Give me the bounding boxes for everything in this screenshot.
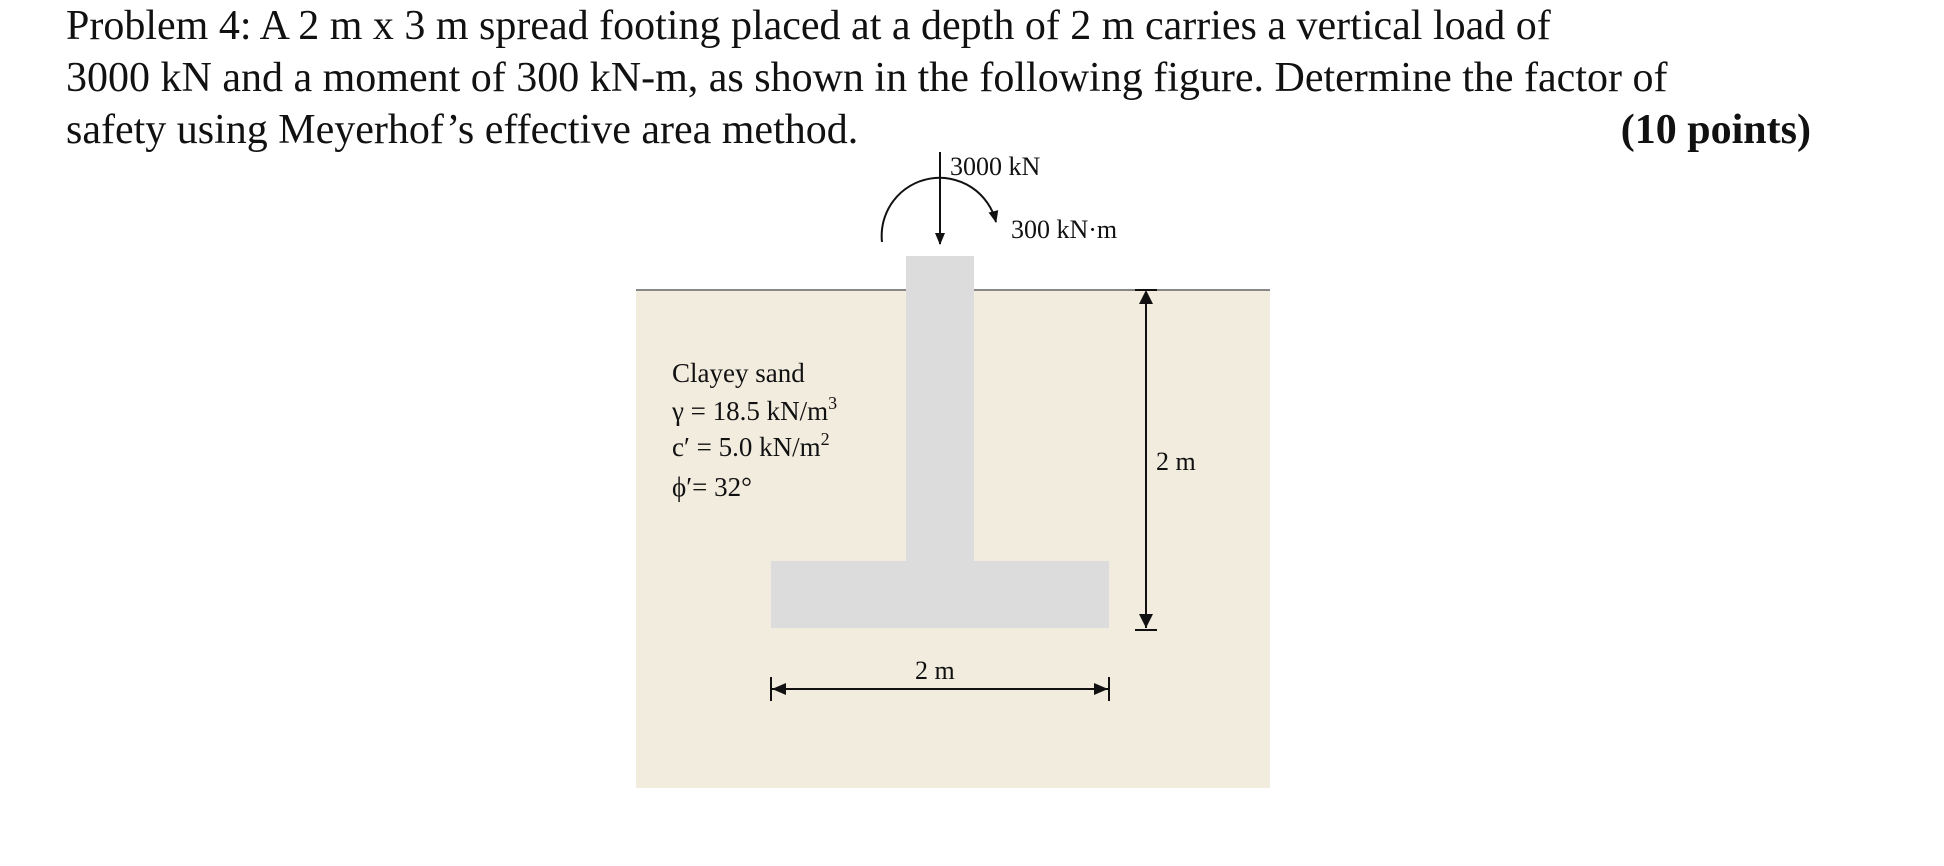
width-label: 2 m (915, 656, 955, 685)
footing-base (771, 561, 1109, 628)
problem-line-3: safety using Meyerhof’s effective area method. (66, 107, 859, 153)
depth-label: 2 m (1156, 447, 1196, 476)
soil-unit-weight: γ = 18.5 $kN/m^3$ (672, 393, 838, 426)
moment-arc (882, 178, 996, 242)
soil-friction-angle: ϕ′= 32° (672, 472, 752, 502)
problem-line-2: 3000 kN and a moment of 300 kN-m, as shown in the following figure. Determine the factor of (66, 55, 1668, 101)
points-label: (10 points) (1620, 107, 1811, 153)
footing-column (906, 256, 974, 562)
load-label: 3000 kN (950, 152, 1041, 181)
problem-line-1: Problem 4: A 2 m x 3 m spread footing placed at a depth of 2 m carries a vertical load of (66, 3, 1551, 49)
soil-cohesion: c′ = 5.0 $kN/m^2$ (672, 429, 830, 462)
moment-label: 300 kN·m (1011, 215, 1118, 244)
soil-name: Clayey sand (672, 358, 805, 388)
